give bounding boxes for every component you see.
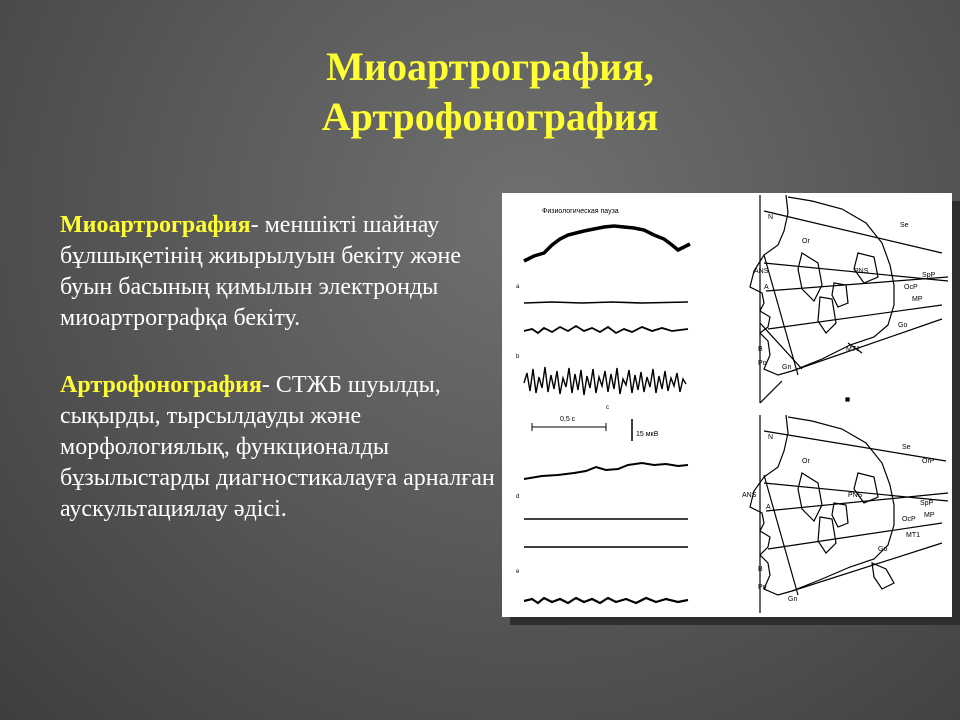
svg-text:OcP: OcP <box>902 516 916 523</box>
ceph-bottom <box>750 415 948 613</box>
svg-text:Po: Po <box>758 360 767 367</box>
trace-d <box>524 367 686 395</box>
row-mark-a: a <box>516 284 520 290</box>
slide-title-line1: Миоартрография, <box>326 44 654 89</box>
svg-text:Or: Or <box>802 238 810 245</box>
svg-text:OrP: OrP <box>922 458 935 465</box>
figure-panel <box>502 193 952 617</box>
svg-text:Po: Po <box>758 584 767 591</box>
svg-text:MP: MP <box>912 296 923 303</box>
svg-text:ANS: ANS <box>754 268 769 275</box>
svg-text:SpP: SpP <box>920 500 934 507</box>
svg-text:MT1: MT1 <box>846 346 860 353</box>
time-scale-label: 0,5 с <box>560 416 576 423</box>
svg-text:PNS: PNS <box>854 268 869 275</box>
trace-b <box>524 302 688 303</box>
term-separator: - <box>261 372 276 398</box>
svg-text:MP: MP <box>924 512 935 519</box>
svg-text:A: A <box>764 284 769 291</box>
svg-text:Gn: Gn <box>788 596 798 603</box>
trace-c <box>524 326 688 333</box>
ceph-bottom-labels <box>742 434 935 603</box>
svg-text:Go: Go <box>898 322 908 329</box>
row-mark-c: c <box>606 405 609 411</box>
svg-text:Se: Se <box>900 222 909 229</box>
definition-arthrophonography <box>60 370 500 525</box>
trace-e <box>524 463 688 479</box>
definition-myoarthrography <box>60 210 500 334</box>
slide-body <box>60 210 500 561</box>
svg-text:B: B <box>758 566 763 573</box>
svg-text:Gn: Gn <box>782 364 792 371</box>
term-arthrophonography: Артрофонография <box>60 372 262 398</box>
svg-text:ANS: ANS <box>742 492 757 499</box>
svg-text:MT1: MT1 <box>906 532 920 539</box>
row-mark-e: e <box>516 569 520 575</box>
emg-traces <box>516 208 690 603</box>
scale-bar <box>532 419 632 441</box>
term-separator: - <box>250 212 265 238</box>
svg-text:PNS: PNS <box>848 492 863 499</box>
slide-title <box>0 42 960 142</box>
svg-text:SpP: SpP <box>922 272 936 279</box>
svg-text:Se: Se <box>902 444 911 451</box>
trace-a <box>524 226 690 261</box>
svg-text:OcP: OcP <box>904 284 918 291</box>
amp-scale-label: 15 мкВ <box>636 431 659 438</box>
row-mark-b: b <box>516 354 520 360</box>
figure-image <box>502 193 952 617</box>
trace-h <box>524 598 688 603</box>
svg-text:A: A <box>766 504 771 511</box>
term-myoarthrography: Миоартрография <box>60 212 251 238</box>
svg-text:N: N <box>768 214 774 221</box>
svg-text:Go: Go <box>878 546 888 553</box>
slide-title-line2: Артрофонография <box>321 94 659 139</box>
definition-text: СТЖБ шуылды, сықырды, тырсылдауды және морфологиялық, функционалды бұзылыстарды диагностикалауға арналған аускультациялау әдісі. <box>60 372 495 522</box>
definition-text: меншікті шайнау бұлшықетінің жиырылуын бекіту және буын басының қимылын электронды миоартрографқа бекіту. <box>60 212 462 331</box>
svg-text:Or: Or <box>802 458 810 465</box>
graph-title: Физиологическая пауза <box>542 208 619 215</box>
svg-text:N: N <box>768 434 774 441</box>
row-mark-d: d <box>516 494 520 500</box>
svg-text:B: B <box>758 346 763 353</box>
